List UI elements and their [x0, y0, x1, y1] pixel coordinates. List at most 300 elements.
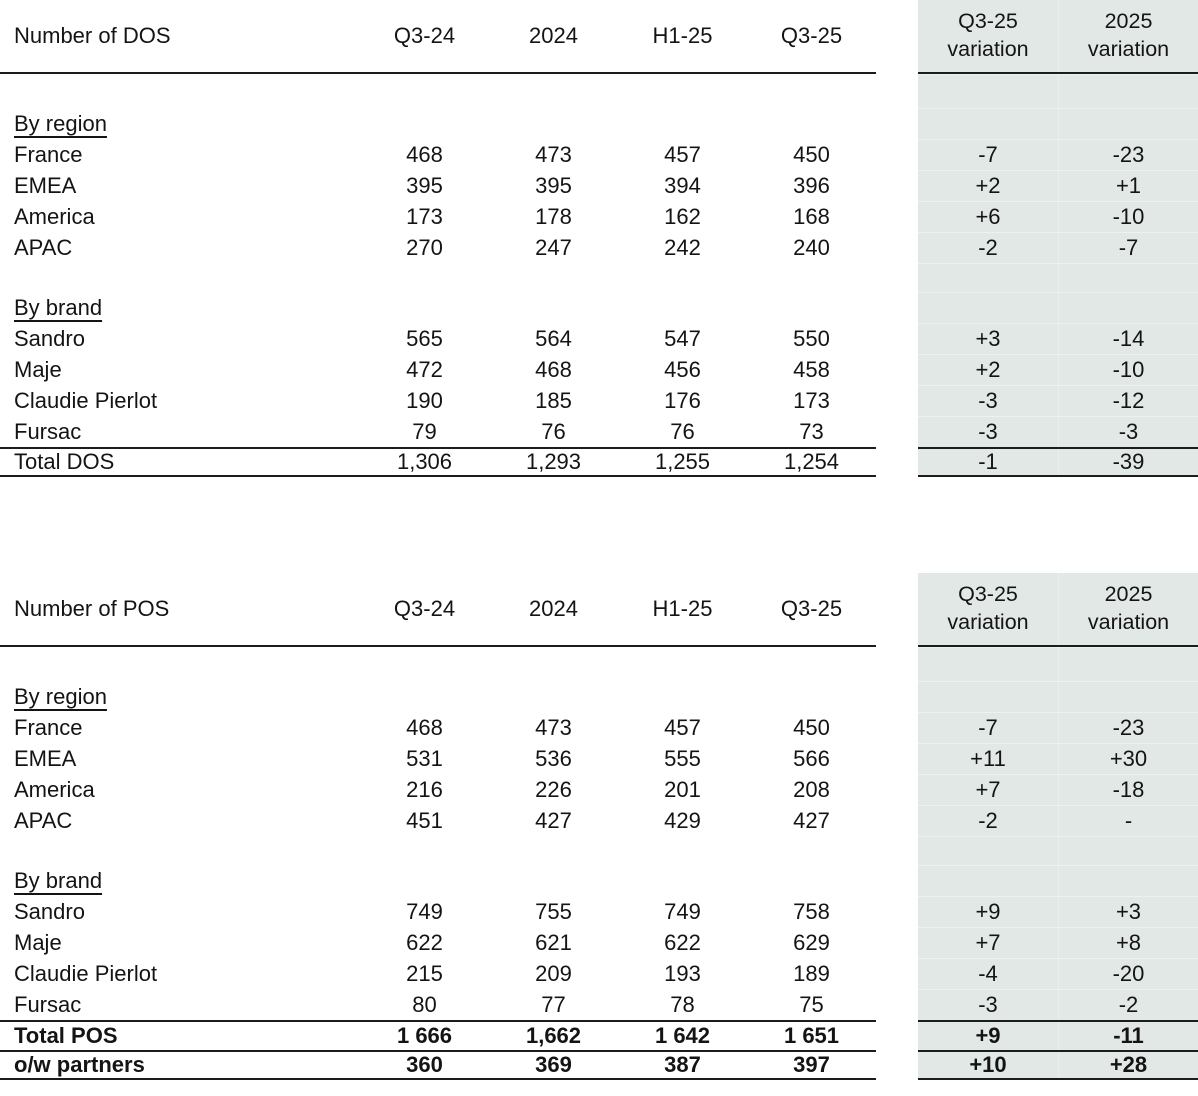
- table-dos: [0, 0, 1198, 477]
- variation-value-cell: -10: [1058, 355, 1198, 385]
- value-cell: 226: [535, 776, 572, 802]
- value-cell: 1,306: [396, 449, 453, 474]
- value-cell: 394: [664, 172, 701, 198]
- variation-columns: [918, 1050, 1198, 1080]
- column-header-q3-25: Q3-25: [780, 596, 843, 621]
- variation-value-cell: +1: [1058, 171, 1198, 201]
- value-cell: 451: [406, 807, 443, 833]
- value-cell: [618, 681, 747, 712]
- value-cell: [618, 74, 747, 108]
- variation-value-cell: -10: [1058, 202, 1198, 232]
- variation-value-cell: +2: [975, 173, 1001, 198]
- variation-columns: [918, 201, 1198, 232]
- main-columns: [0, 416, 876, 447]
- row-spacer: [0, 836, 1198, 865]
- row-label-text: EMEA: [14, 745, 77, 771]
- value-cell: 240: [793, 234, 830, 260]
- value-cell: [360, 74, 489, 108]
- variation-header-line1: Q3-25: [958, 582, 1018, 607]
- variation-columns: [918, 447, 1198, 477]
- value-cell: 168: [793, 203, 830, 229]
- variation-value-cell: +9: [975, 899, 1001, 924]
- variation-value-cell: +10: [969, 1052, 1007, 1077]
- row-fursac: [0, 989, 1198, 1020]
- column-gap: [876, 292, 918, 323]
- variation-columns: [918, 232, 1198, 263]
- value-cell: 1,293: [525, 449, 582, 474]
- row-label: [0, 647, 360, 681]
- main-columns: [0, 232, 876, 263]
- value-cell: 178: [535, 203, 572, 229]
- value-cell: 564: [535, 325, 572, 351]
- variation-value-cell: -4: [978, 961, 998, 986]
- column-gap: [876, 0, 918, 74]
- variation-columns: [918, 170, 1198, 201]
- value-cell: [618, 108, 747, 139]
- value-cell: 473: [535, 141, 572, 167]
- value-cell: 1,662: [525, 1023, 582, 1048]
- value-cell: [618, 836, 747, 865]
- value-cell: [489, 74, 618, 108]
- row-america: [0, 201, 1198, 232]
- variation-column-header-2025: [1058, 0, 1198, 72]
- value-cell: 450: [793, 141, 830, 167]
- value-cell: 755: [535, 898, 572, 924]
- row-spacer: [0, 263, 1198, 292]
- value-cell: 185: [535, 387, 572, 413]
- main-columns: [0, 836, 876, 865]
- value-cell: 1 666: [396, 1023, 453, 1048]
- variation-value-cell: -39: [1058, 449, 1198, 475]
- main-columns: [0, 263, 876, 292]
- value-cell: 629: [793, 929, 830, 955]
- main-columns: [0, 712, 876, 743]
- variation-value-cell: -3: [1058, 417, 1198, 447]
- row-label-text: Fursac: [14, 418, 82, 444]
- value-cell: [489, 836, 618, 865]
- row-label-text: Maje: [14, 356, 62, 382]
- value-cell: 189: [793, 960, 830, 986]
- row-by-brand: [0, 292, 1198, 323]
- column-gap: [876, 896, 918, 927]
- row-label-text: Claudie Pierlot: [14, 387, 158, 413]
- value-cell: 555: [664, 745, 701, 771]
- row-america: [0, 774, 1198, 805]
- variation-value-cell: -20: [1058, 959, 1198, 989]
- row-label: [0, 139, 360, 170]
- row-label-text: America: [14, 776, 95, 802]
- variation-value-cell: -12: [1058, 386, 1198, 416]
- value-cell: [489, 263, 618, 292]
- column-gap: [876, 263, 918, 292]
- variation-value-cell: [1058, 837, 1198, 865]
- variation-columns: [918, 385, 1198, 416]
- row-by-brand: [0, 865, 1198, 896]
- value-cell: [618, 647, 747, 681]
- value-cell: 76: [541, 418, 566, 444]
- variation-header-line2: variation: [947, 37, 1029, 61]
- variation-columns: [918, 712, 1198, 743]
- row-spacer: [0, 647, 1198, 681]
- row-by-region: [0, 681, 1198, 712]
- variation-columns: [918, 0, 1198, 74]
- main-columns: [0, 681, 876, 712]
- row-sandro: [0, 896, 1198, 927]
- row-claudie-pierlot: [0, 385, 1198, 416]
- row-label-text: Sandro: [14, 325, 85, 351]
- value-cell: [489, 865, 618, 896]
- variation-value-cell: [918, 682, 1058, 712]
- row-apac: [0, 805, 1198, 836]
- value-cell: 531: [406, 745, 443, 771]
- main-columns: [0, 139, 876, 170]
- value-cell: [747, 108, 876, 139]
- row-label-text: Fursac: [14, 991, 82, 1017]
- value-cell: 565: [406, 325, 443, 351]
- column-gap: [876, 712, 918, 743]
- column-gap: [876, 385, 918, 416]
- section-label-text: By region: [14, 683, 107, 709]
- variation-value-cell: [918, 837, 1058, 865]
- table-dos-header-row: [0, 0, 1198, 74]
- row-label: [0, 201, 360, 232]
- main-columns: [0, 170, 876, 201]
- row-maje: [0, 354, 1198, 385]
- column-header-q3-25: Q3-25: [780, 23, 843, 48]
- variation-value-cell: +11: [970, 746, 1006, 771]
- variation-columns: [918, 1020, 1198, 1050]
- value-cell: 173: [406, 203, 443, 229]
- column-gap: [876, 447, 918, 477]
- column-gap: [876, 927, 918, 958]
- row-label: [0, 263, 360, 292]
- column-gap: [876, 865, 918, 896]
- row-total-dos: [0, 447, 1198, 477]
- main-columns: [0, 1020, 876, 1050]
- value-cell: 468: [535, 356, 572, 382]
- value-cell: [489, 108, 618, 139]
- variation-value-cell: [918, 75, 1058, 108]
- column-header-h1-25: H1-25: [652, 596, 713, 621]
- value-cell: 472: [406, 356, 443, 382]
- row-emea: [0, 170, 1198, 201]
- value-cell: 450: [793, 714, 830, 740]
- value-cell: 397: [793, 1052, 830, 1077]
- variation-columns: [918, 647, 1198, 681]
- value-cell: [360, 865, 489, 896]
- value-cell: 427: [793, 807, 830, 833]
- main-columns: [0, 774, 876, 805]
- variation-header-line2: variation: [1087, 610, 1170, 634]
- table-pos-header-row: [0, 573, 1198, 647]
- section-label-text: By region: [14, 110, 107, 136]
- column-gap: [876, 805, 918, 836]
- row-label: [0, 712, 360, 743]
- section-label: [0, 292, 360, 323]
- variation-value-cell: [1058, 264, 1198, 292]
- main-columns: [0, 201, 876, 232]
- value-cell: 395: [535, 172, 572, 198]
- main-columns: [0, 1050, 876, 1080]
- row-label-text: America: [14, 203, 95, 229]
- value-cell: 76: [670, 418, 695, 444]
- value-cell: 270: [406, 234, 443, 260]
- value-cell: 547: [664, 325, 701, 351]
- value-cell: [618, 292, 747, 323]
- variation-value-cell: -3: [978, 388, 998, 413]
- row-label: [0, 449, 360, 475]
- value-cell: 247: [535, 234, 572, 260]
- variation-value-cell: +28: [1058, 1052, 1198, 1078]
- row-label: [0, 743, 360, 774]
- variation-value-cell: +3: [975, 326, 1001, 351]
- variation-value-cell: +2: [975, 357, 1001, 382]
- value-cell: [747, 74, 876, 108]
- value-cell: [747, 647, 876, 681]
- variation-value-cell: +30: [1058, 744, 1198, 774]
- column-gap: [876, 958, 918, 989]
- variation-value-cell: +3: [1058, 897, 1198, 927]
- variation-value-cell: +6: [975, 204, 1001, 229]
- value-cell: 468: [406, 714, 443, 740]
- variation-column-header-q3-25: [918, 573, 1058, 645]
- column-header-h1-25: H1-25: [652, 23, 713, 48]
- value-cell: 395: [406, 172, 443, 198]
- value-cell: [747, 263, 876, 292]
- value-cell: [489, 292, 618, 323]
- value-cell: 208: [793, 776, 830, 802]
- variation-header-line1: 2025: [1104, 582, 1153, 607]
- variation-columns: [918, 958, 1198, 989]
- variation-value-cell: [1058, 866, 1198, 896]
- row-label: [0, 323, 360, 354]
- value-cell: 550: [793, 325, 830, 351]
- main-columns: [0, 647, 876, 681]
- variation-value-cell: +7: [975, 777, 1001, 802]
- value-cell: 360: [406, 1052, 443, 1077]
- tables-gap: [0, 477, 1198, 573]
- row-label: [0, 836, 360, 865]
- variation-columns: [918, 573, 1198, 647]
- main-columns: [0, 927, 876, 958]
- variation-value-cell: [918, 648, 1058, 681]
- main-columns: [0, 573, 876, 647]
- column-gap: [876, 647, 918, 681]
- variation-columns: [918, 865, 1198, 896]
- value-cell: 457: [664, 141, 701, 167]
- variation-value-cell: +8: [1058, 928, 1198, 958]
- row-label: [0, 354, 360, 385]
- value-cell: 201: [664, 776, 701, 802]
- value-cell: 457: [664, 714, 701, 740]
- value-cell: 456: [664, 356, 701, 382]
- main-columns: [0, 292, 876, 323]
- column-gap: [876, 743, 918, 774]
- row-label: [0, 927, 360, 958]
- variation-value-cell: [1058, 75, 1198, 108]
- column-gap: [876, 232, 918, 263]
- value-cell: 749: [406, 898, 443, 924]
- row-france: [0, 712, 1198, 743]
- row-label: [0, 989, 360, 1020]
- variation-column-header-2025: [1058, 573, 1198, 645]
- column-gap: [876, 836, 918, 865]
- row-sandro: [0, 323, 1198, 354]
- variation-value-cell: -2: [978, 235, 998, 260]
- variation-value-cell: -18: [1058, 775, 1198, 805]
- value-cell: [618, 865, 747, 896]
- value-cell: 209: [535, 960, 572, 986]
- value-cell: 176: [664, 387, 701, 413]
- value-cell: 566: [793, 745, 830, 771]
- column-header-2024: 2024: [529, 23, 578, 48]
- value-cell: [489, 681, 618, 712]
- variation-header-line2: variation: [947, 610, 1029, 634]
- variation-columns: [918, 774, 1198, 805]
- variation-value-cell: -2: [1058, 990, 1198, 1020]
- variation-columns: [918, 263, 1198, 292]
- section-label: [0, 108, 360, 139]
- value-cell: 758: [793, 898, 830, 924]
- variation-column-header-q3-25: [918, 0, 1058, 72]
- value-cell: 79: [412, 418, 437, 444]
- variation-value-cell: -2: [978, 808, 998, 833]
- column-gap: [876, 1020, 918, 1050]
- row-label: [0, 774, 360, 805]
- variation-columns: [918, 927, 1198, 958]
- variation-value-cell: +9: [975, 1023, 1001, 1048]
- variation-value-cell: -1: [978, 449, 998, 474]
- column-gap: [876, 989, 918, 1020]
- row-label: [0, 1052, 360, 1078]
- value-cell: [747, 681, 876, 712]
- variation-header-line1: 2025: [1104, 9, 1153, 34]
- row-total-pos: [0, 1020, 1198, 1050]
- value-cell: [360, 681, 489, 712]
- value-cell: [747, 836, 876, 865]
- variation-value-cell: -: [1058, 806, 1198, 836]
- row-label: [0, 170, 360, 201]
- column-gap: [876, 573, 918, 647]
- value-cell: 80: [412, 991, 437, 1017]
- table-title: Number of DOS: [14, 23, 171, 48]
- value-cell: [360, 647, 489, 681]
- value-cell: 1 642: [654, 1023, 711, 1048]
- row-label: [0, 805, 360, 836]
- column-header-q3-24: Q3-24: [393, 23, 456, 48]
- variation-value-cell: -7: [1058, 233, 1198, 263]
- main-columns: [0, 958, 876, 989]
- variation-value-cell: [918, 293, 1058, 323]
- section-label: [0, 681, 360, 712]
- row-label: [0, 958, 360, 989]
- variation-columns: [918, 139, 1198, 170]
- row-label-text: Claudie Pierlot: [14, 960, 158, 986]
- variation-columns: [918, 416, 1198, 447]
- variation-value-cell: -23: [1058, 140, 1198, 170]
- value-cell: 458: [793, 356, 830, 382]
- value-cell: [360, 108, 489, 139]
- main-columns: [0, 354, 876, 385]
- value-cell: [489, 647, 618, 681]
- main-columns: [0, 743, 876, 774]
- row-label-text: Sandro: [14, 898, 85, 924]
- main-columns: [0, 108, 876, 139]
- main-columns: [0, 865, 876, 896]
- column-gap: [876, 1050, 918, 1080]
- row-label: [0, 385, 360, 416]
- value-cell: [360, 292, 489, 323]
- row-spacer: [0, 74, 1198, 108]
- variation-header-line1: Q3-25: [958, 9, 1018, 34]
- row-label: [0, 74, 360, 108]
- main-columns: [0, 989, 876, 1020]
- variation-value-cell: [1058, 293, 1198, 323]
- variation-value-cell: [1058, 109, 1198, 139]
- value-cell: 73: [799, 418, 824, 444]
- value-cell: 77: [541, 991, 566, 1017]
- value-cell: [618, 263, 747, 292]
- column-gap: [876, 681, 918, 712]
- row-label: [0, 1022, 360, 1050]
- value-cell: 216: [406, 776, 443, 802]
- main-columns: [0, 385, 876, 416]
- value-cell: [360, 263, 489, 292]
- section-label: [0, 865, 360, 896]
- value-cell: 190: [406, 387, 443, 413]
- variation-value-cell: -3: [978, 992, 998, 1017]
- row-o-w-partners: [0, 1050, 1198, 1080]
- column-header-q3-24: Q3-24: [393, 596, 456, 621]
- variation-value-cell: -23: [1058, 713, 1198, 743]
- column-gap: [876, 74, 918, 108]
- value-cell: [747, 292, 876, 323]
- row-label: [0, 896, 360, 927]
- value-cell: 1,255: [654, 449, 711, 474]
- value-cell: 1 651: [783, 1023, 840, 1048]
- variation-value-cell: -11: [1058, 1022, 1198, 1050]
- value-cell: 536: [535, 745, 572, 771]
- value-cell: 387: [664, 1052, 701, 1077]
- value-cell: 1,254: [783, 449, 840, 474]
- row-label: [0, 416, 360, 447]
- value-cell: 193: [664, 960, 701, 986]
- value-cell: 215: [406, 960, 443, 986]
- variation-columns: [918, 681, 1198, 712]
- variation-header-line2: variation: [1087, 37, 1170, 61]
- variation-columns: [918, 896, 1198, 927]
- section-label-text: By brand: [14, 294, 103, 320]
- value-cell: 427: [535, 807, 572, 833]
- value-cell: 75: [799, 991, 824, 1017]
- table-pos: [0, 573, 1198, 1080]
- value-cell: 396: [793, 172, 830, 198]
- variation-value-cell: -3: [978, 419, 998, 444]
- table-title: Number of POS: [14, 596, 170, 621]
- row-france: [0, 139, 1198, 170]
- value-cell: 621: [535, 929, 572, 955]
- row-label-text: France: [14, 714, 83, 740]
- row-by-region: [0, 108, 1198, 139]
- value-cell: 622: [406, 929, 443, 955]
- row-label-text: o/w partners: [14, 1052, 145, 1077]
- variation-columns: [918, 989, 1198, 1020]
- column-gap: [876, 108, 918, 139]
- column-gap: [876, 170, 918, 201]
- column-gap: [876, 201, 918, 232]
- column-gap: [876, 323, 918, 354]
- variation-value-cell: [1058, 648, 1198, 681]
